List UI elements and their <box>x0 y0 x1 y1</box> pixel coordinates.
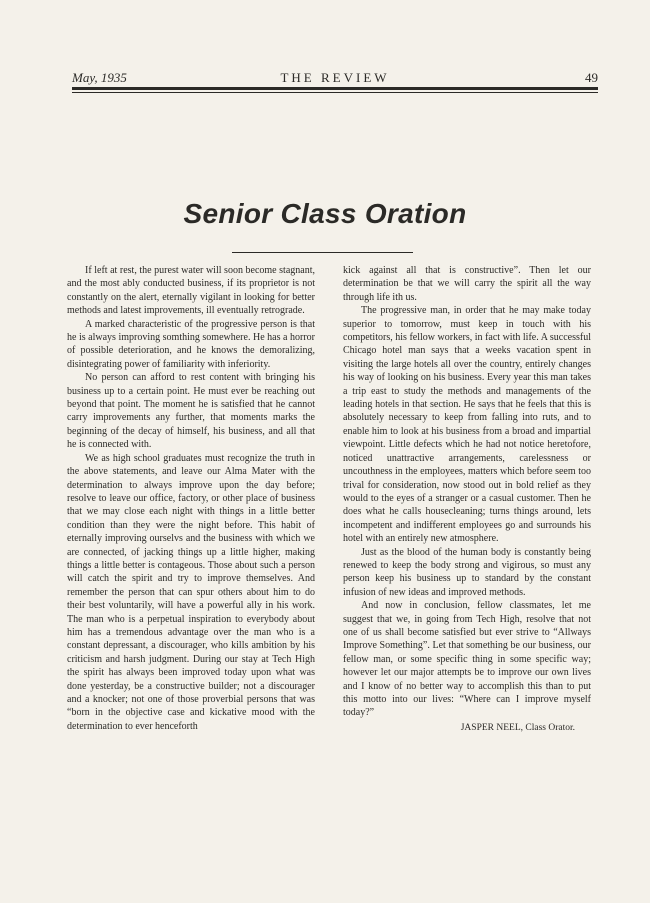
paragraph-continuation: kick against all that is constructive”. Then let our determination be that we will carry the spirit all the way through life ith us. <box>343 265 591 303</box>
paragraph: We as high school graduates must recognize the truth in the above statements, and leave our Alma Mater with the determination to always improve upon the day before; resolve to leave our office, factory, or other place of business that we may close each night with things in a little better condition than they were the night before. This habit of eternally improving ourselvs and the business with which we are connected, of jacking things up a little higher, making things a little better is contageous. Those about such a person will catch the spirit and try to improve themselves. And remember the person that can spur others about him to do their best voluntarily, will have a powerful ally in his work. The man who is a perpetual inspiration to everybody about him has a tremendous advantage over the man who is a constant depressant, a discourager, who kills ambition by his criticism and harsh judgment. During our stay at Tech High the spirit has always been improved today upon what was done yesterday, be a constructive builder; not a discourager and a knocker; not one of those proverbial persons that was “born in the objective case and kickative mood with the determination to ever henceforth <box>67 452 315 732</box>
issue-date: May, 1935 <box>72 70 127 85</box>
paragraph: If left at rest, the purest water will soon become stagnant, and the most ably conducted business, if its proprietor is not constantly on the alert, eternally vigilant in looking for better methods and latest improvements, ill eventually retrograde. <box>67 265 315 317</box>
paragraph: Just as the blood of the human body is constantly being renewed to keep the body strong and vigirous, so must any person keep his business up to standard by the constant infusion of new ideas and improved methods. <box>343 546 591 598</box>
article-title: Senior Class Oration <box>183 198 467 229</box>
author-signature: JASPER NEEL, Class Orator. <box>460 722 575 733</box>
paragraph: No person can afford to rest content with bringing his business up to a certain point. He must ever be reaching out beyond that point. The moment he is satisfied that he cannot carry improvements any further, that moments marks the beginning of the decay of himself, his business, and all that he is connected with. <box>67 372 315 451</box>
right-column <box>343 264 591 735</box>
running-header <box>72 70 598 86</box>
paragraph: A marked characteristic of the progressive person is that he is always improving somthing somewhere. He has a horror of possible deterioration, and he knows the demoralizing, disintegrating power of familiarity with inferiority. <box>67 318 315 370</box>
header-rule-thick <box>72 87 598 90</box>
title-underline <box>232 252 413 253</box>
publication-name: THE REVIEW <box>280 70 390 85</box>
paragraph: And now in conclusion, fellow classmates, let me suggest that we, in going from Tech High, resolve that not one of us shall become satisfied but ever strive to “Allways Improve Something”. Let that something be our business, our fellow man, or some specific thing in some specific way; however let our major attempts be to improve our own lives and I know of no better way to accomplish this than to put this motto into our lives: “Where can I improve myself today?” <box>343 600 591 719</box>
left-column <box>67 264 315 733</box>
page-number: 49 <box>585 70 598 85</box>
header-rule-thin <box>72 92 598 93</box>
paragraph: The progressive man, in order that he may make today superior to tomorrow, must keep in touch with his competitors, his fellow workers, in fact with life. A successful Chicago hotel man says that a weeks vacation spent in visiting the large hotels all over the country, entirely changes his way of looking on his business. Every year this man takes a trip east to study the methods and managements of the leading hotels in that section. He says that he feels that this is absolutely necessary to keep from falling into ruts, and to enable him to look at his business from a broad and impartial viewpoint. Little defects which he had not notice heretofore, noticed unattractive arrangements, carelessness or uncouthness in the employees, matters which before seem too trival for consideration, now stood out in bold relief as they would to the eyes of a stranger or a casual customer. Then he does what he calls housecleaning; turns things around, lets incompetent and indifferent employees go and surrounds his hotel with an entirely new atmosphere. <box>343 305 591 545</box>
